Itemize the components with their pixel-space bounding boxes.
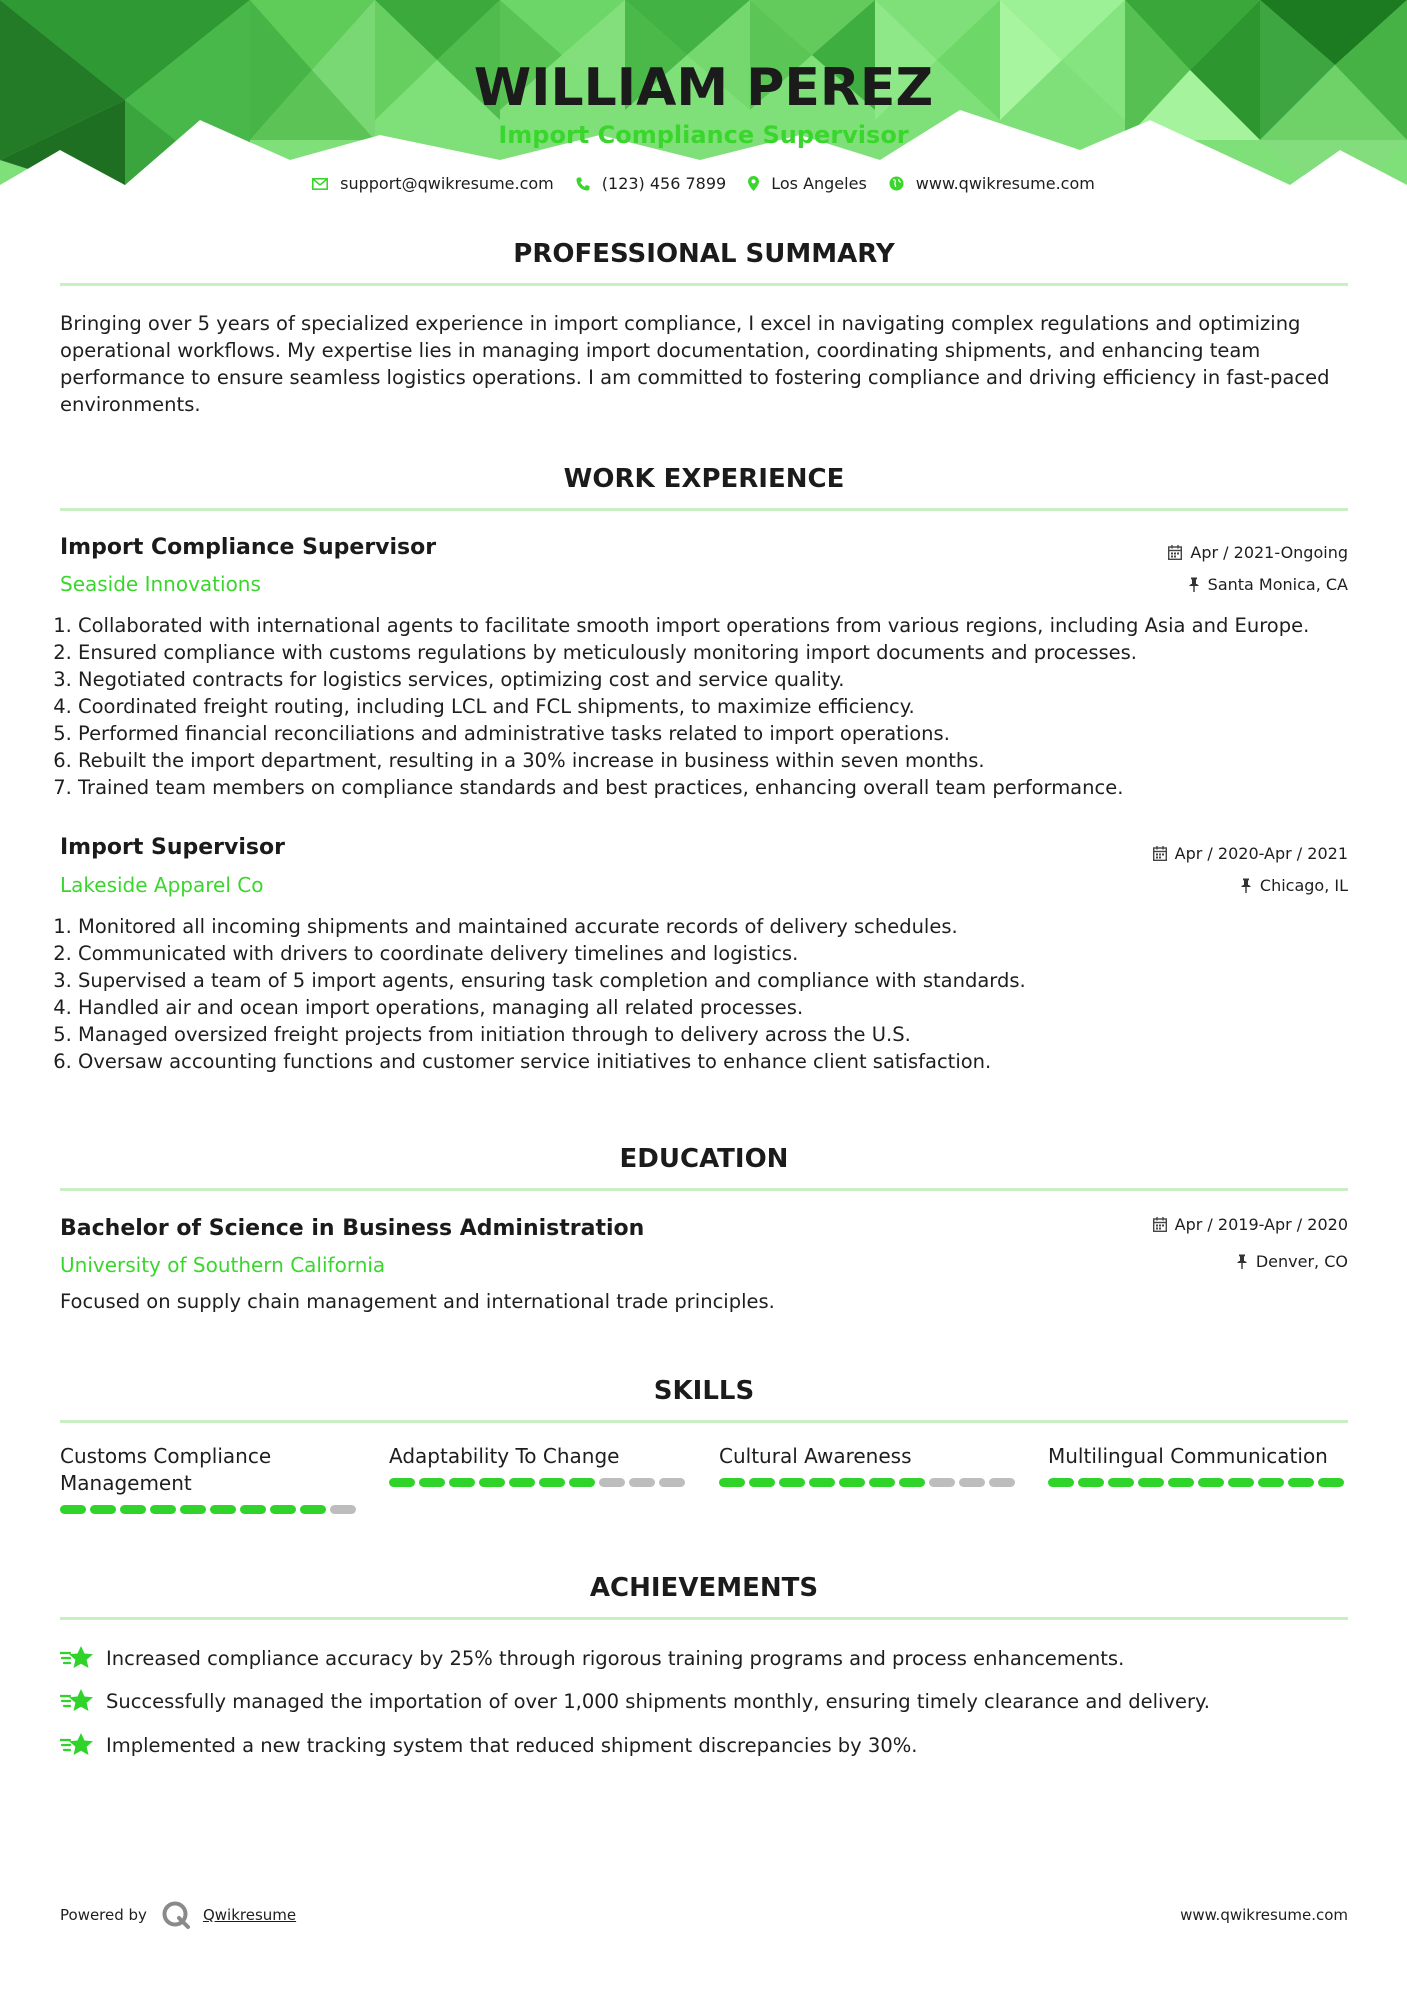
skill-level-segment xyxy=(1228,1478,1254,1487)
job-location-text: Santa Monica, CA xyxy=(1207,575,1348,594)
skill-level-segment xyxy=(839,1478,865,1487)
footer-website[interactable]: www.qwikresume.com xyxy=(1180,1906,1348,1924)
summary-text: Bringing over 5 years of specialized experience in import compliance, I excel in navigating complex regulations and optimizing operational workflows. My expertise lies in managing import documentation, coordinating shipments, and enhancing team performance to ensure seamless logistics operations. I am committed to fostering compliance and driving efficiency in fast-paced environments. xyxy=(60,312,1330,416)
education-divider xyxy=(60,1188,1348,1191)
summary-heading: PROFESSIONAL SUMMARY xyxy=(513,239,895,269)
job-location xyxy=(1240,876,1348,895)
job-dates xyxy=(1168,543,1348,562)
shooting-star-icon xyxy=(60,1732,94,1758)
skill-level-segment xyxy=(389,1478,415,1487)
job-company: Lakeside Apparel Co xyxy=(60,873,264,897)
achievement-text: Increased compliance accuracy by 25% through rigorous training programs and process enhancements. xyxy=(106,1646,1125,1670)
skill-level-segment xyxy=(270,1505,296,1514)
map-pin-icon xyxy=(748,176,759,191)
summary-divider xyxy=(60,283,1348,286)
skill-level-segment xyxy=(180,1505,206,1514)
calendar-icon xyxy=(1153,846,1167,861)
skill-level-bar xyxy=(719,1478,1019,1487)
skill-level-segment xyxy=(749,1478,775,1487)
skill-name: Adaptability To Change xyxy=(389,1444,620,1468)
contact-email-text: support@qwikresume.com xyxy=(340,174,554,193)
skill-item xyxy=(719,1443,1019,1487)
skill-level-segment xyxy=(1078,1478,1104,1487)
skill-level-segment xyxy=(929,1478,955,1487)
achievement-text: Implemented a new tracking system that reduced shipment discrepancies by 30%. xyxy=(106,1733,918,1757)
skill-level-segment xyxy=(569,1478,595,1487)
achievements-heading: ACHIEVEMENTS xyxy=(589,1573,819,1603)
education-heading: EDUCATION xyxy=(619,1144,789,1174)
job-bullet: 5. Managed oversized freight projects from initiation through to delivery across the U.S. xyxy=(78,1021,1378,1048)
job-title: Import Compliance Supervisor xyxy=(60,535,437,560)
job-dates-text: Apr / 2020-Apr / 2021 xyxy=(1174,844,1348,863)
achievement-item xyxy=(60,1688,1210,1714)
education-dates xyxy=(1153,1215,1348,1234)
phone-icon xyxy=(576,177,590,191)
skill-level-segment xyxy=(1258,1478,1284,1487)
skill-level-segment xyxy=(1168,1478,1194,1487)
qwikresume-logo-icon xyxy=(161,1900,191,1930)
skill-level-segment xyxy=(120,1505,146,1514)
contact-location xyxy=(748,174,867,193)
skill-level-segment xyxy=(1108,1478,1134,1487)
skill-level-segment xyxy=(1288,1478,1314,1487)
skill-level-segment xyxy=(629,1478,655,1487)
achievement-item xyxy=(60,1645,1124,1671)
skill-level-segment xyxy=(449,1478,475,1487)
skill-level-segment xyxy=(779,1478,805,1487)
skill-level-segment xyxy=(989,1478,1015,1487)
shooting-star-icon xyxy=(60,1688,94,1714)
skill-level-segment xyxy=(1048,1478,1074,1487)
experience-heading: WORK EXPERIENCE xyxy=(563,464,845,494)
job-bullet: 4. Handled air and ocean import operations, managing all related processes. xyxy=(78,994,1378,1021)
job-location xyxy=(1188,575,1348,594)
skill-name: Multilingual Communication xyxy=(1048,1444,1328,1468)
contact-email[interactable] xyxy=(312,174,554,193)
education-dates-text: Apr / 2019-Apr / 2020 xyxy=(1174,1215,1348,1234)
skill-item xyxy=(1048,1443,1348,1487)
calendar-icon xyxy=(1168,545,1182,560)
skill-level-segment xyxy=(1198,1478,1224,1487)
job-bullet: 7. Trained team members on compliance standards and best practices, enhancing overall team performance. xyxy=(78,774,1378,801)
job-bullet: 5. Performed financial reconciliations and administrative tasks related to import operations. xyxy=(78,720,1378,747)
job-company: Seaside Innovations xyxy=(60,572,261,596)
contact-bar xyxy=(0,174,1407,193)
achievements-divider xyxy=(60,1617,1348,1620)
skill-item xyxy=(60,1443,360,1514)
qwikresume-link[interactable]: Qwikresume xyxy=(202,1906,297,1924)
job-bullet: 1. Collaborated with international agents to facilitate smooth import operations from various regions, including Asia and Europe. xyxy=(78,612,1378,639)
skill-level-segment xyxy=(150,1505,176,1514)
job-bullet: 2. Communicated with drivers to coordinate delivery timelines and logistics. xyxy=(78,940,1378,967)
pushpin-icon xyxy=(1188,577,1200,592)
job-bullet: 2. Ensured compliance with customs regulations by meticulously monitoring import documents and processes. xyxy=(78,639,1378,666)
skill-level-segment xyxy=(240,1505,266,1514)
skill-level-bar xyxy=(1048,1478,1348,1487)
skill-level-segment xyxy=(899,1478,925,1487)
contact-phone-text: (123) 456 7899 xyxy=(601,174,727,193)
job-bullet-list xyxy=(50,612,1378,801)
skill-level-segment xyxy=(300,1505,326,1514)
contact-phone[interactable] xyxy=(576,174,726,193)
education-location-text: Denver, CO xyxy=(1255,1252,1348,1271)
skill-level-segment xyxy=(330,1505,356,1514)
education-location xyxy=(1236,1252,1348,1271)
skill-level-segment xyxy=(719,1478,745,1487)
skill-level-segment xyxy=(959,1478,985,1487)
pushpin-icon xyxy=(1240,878,1252,893)
skill-level-bar xyxy=(389,1478,689,1487)
footer-branding xyxy=(60,1900,296,1930)
shooting-star-icon xyxy=(60,1645,94,1671)
job-bullet-list xyxy=(50,913,1378,1075)
contact-website-text: www.qwikresume.com xyxy=(915,174,1095,193)
skill-level-bar xyxy=(60,1505,360,1514)
skills-divider xyxy=(60,1420,1348,1423)
skill-level-segment xyxy=(419,1478,445,1487)
skill-level-segment xyxy=(869,1478,895,1487)
job-location-text: Chicago, IL xyxy=(1259,876,1348,895)
job-bullet: 6. Oversaw accounting functions and customer service initiatives to enhance client satisfaction. xyxy=(78,1048,1378,1075)
job-bullet: 6. Rebuilt the import department, resulting in a 30% increase in business within seven months. xyxy=(78,747,1378,774)
candidate-name: WILLIAM PEREZ xyxy=(473,58,934,118)
skill-name: Cultural Awareness xyxy=(719,1444,912,1468)
skill-name: Customs Compliance Management xyxy=(60,1444,272,1495)
globe-icon xyxy=(889,176,904,191)
achievement-text: Successfully managed the importation of over 1,000 shipments monthly, ensuring timely clearance and delivery. xyxy=(106,1689,1210,1713)
education-school: University of Southern California xyxy=(60,1253,386,1277)
skill-level-segment xyxy=(599,1478,625,1487)
skill-level-segment xyxy=(809,1478,835,1487)
pushpin-icon xyxy=(1236,1254,1248,1269)
skill-level-segment xyxy=(659,1478,685,1487)
skill-item xyxy=(389,1443,689,1487)
contact-website[interactable] xyxy=(889,174,1095,193)
job-title: Import Supervisor xyxy=(60,835,285,860)
skills-heading: SKILLS xyxy=(653,1376,755,1406)
job-bullet: 1. Monitored all incoming shipments and maintained accurate records of delivery schedules. xyxy=(78,913,1378,940)
skill-level-segment xyxy=(539,1478,565,1487)
job-dates-text: Apr / 2021-Ongoing xyxy=(1190,543,1348,562)
skill-level-segment xyxy=(90,1505,116,1514)
education-description: Focused on supply chain management and international trade principles. xyxy=(60,1290,775,1313)
skill-level-segment xyxy=(1318,1478,1344,1487)
candidate-role: Import Compliance Supervisor xyxy=(498,121,909,149)
job-bullet: 3. Negotiated contracts for logistics services, optimizing cost and service quality. xyxy=(78,666,1378,693)
envelope-icon xyxy=(312,178,328,190)
powered-by-label: Powered by xyxy=(60,1906,147,1924)
skill-level-segment xyxy=(1138,1478,1164,1487)
skill-level-segment xyxy=(210,1505,236,1514)
skill-level-segment xyxy=(479,1478,505,1487)
skill-level-segment xyxy=(509,1478,535,1487)
job-dates xyxy=(1153,844,1348,863)
job-bullet: 4. Coordinated freight routing, including LCL and FCL shipments, to maximize efficiency. xyxy=(78,693,1378,720)
contact-location-text: Los Angeles xyxy=(771,174,867,193)
experience-divider xyxy=(60,508,1348,511)
skill-level-segment xyxy=(60,1505,86,1514)
education-degree: Bachelor of Science in Business Administration xyxy=(60,1216,645,1241)
achievement-item xyxy=(60,1732,917,1758)
calendar-icon xyxy=(1153,1217,1167,1232)
job-bullet: 3. Supervised a team of 5 import agents, ensuring task completion and compliance with standards. xyxy=(78,967,1378,994)
